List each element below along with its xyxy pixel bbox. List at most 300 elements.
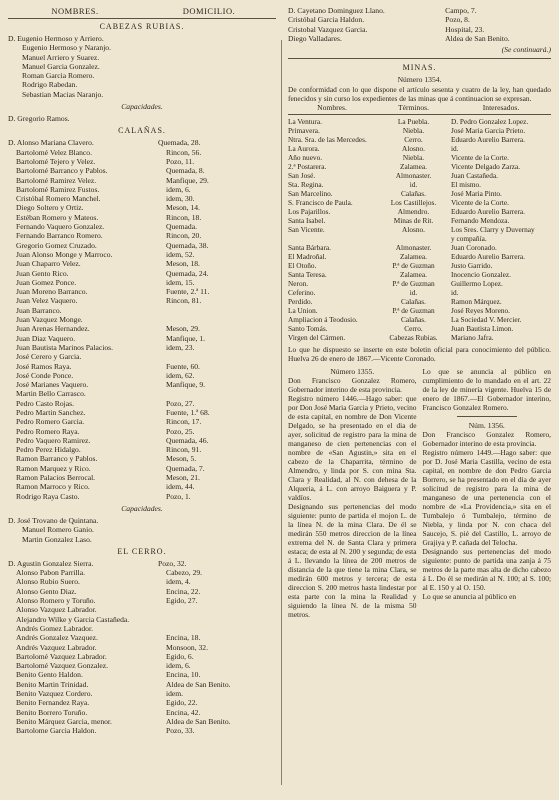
resident-address: Rincon, 17. bbox=[166, 417, 202, 427]
resident-address: idem, 6. bbox=[166, 184, 191, 194]
calanas-list bbox=[8, 138, 276, 501]
resident-address: Encina, 10. bbox=[166, 670, 201, 680]
list-row bbox=[8, 624, 276, 633]
mine-name: San José. bbox=[288, 170, 316, 180]
list-row bbox=[8, 389, 276, 398]
resident-address: Quemada, 38. bbox=[166, 240, 209, 250]
resident-name: Martin Bello Carrasco. bbox=[16, 389, 86, 399]
list-row bbox=[8, 408, 276, 417]
resident-address: Fuente, 2.ª 11. bbox=[166, 287, 210, 297]
resident-address: Meson, 29. bbox=[166, 324, 200, 334]
list-row bbox=[8, 689, 276, 698]
mine-term: Zalamea. bbox=[400, 269, 427, 279]
resident-address: Rincon, 18. bbox=[166, 212, 202, 222]
column-divider bbox=[281, 40, 282, 785]
notice-number: Número 1354. bbox=[397, 75, 442, 85]
resident-name: Juan Chaparro Velez. bbox=[16, 259, 81, 269]
notice-text: Registro número 1446.—Hago saber: que por Don José Maria Garcia y Prieto, vecino de esta capital, en nombre de Don Vicente Delgado, se ha presentado en el dia de ayer, solicitud de registro para la mina de manganeso de cien pertenencias con el nombre de «San Agustin,» sita en el cabezo de la Chaparrita, término de Almendro, y linda por S. con mina Sta. Clara y Realidad, al N. con dehesa de la Alqueria, á L. con arroyo Baiguera y P. valdíos. bbox=[288, 394, 417, 503]
resident-address: Aldea de San Benito. bbox=[166, 716, 231, 726]
mine-name: Ceferino. bbox=[288, 287, 316, 297]
mine-term: P.ª de Guzman bbox=[392, 305, 435, 315]
mine-term bbox=[376, 234, 451, 243]
list-row bbox=[8, 726, 276, 735]
list-row bbox=[8, 371, 276, 380]
mine-name: Santa Isabel. bbox=[288, 215, 326, 225]
divider bbox=[288, 58, 551, 59]
list-row bbox=[8, 577, 276, 586]
section-calanas: CALAÑAS. bbox=[118, 126, 166, 136]
mine-name: S. Francisco de Paula. bbox=[288, 197, 353, 207]
resident-name: Pedro Vaquero Ramirez. bbox=[16, 435, 91, 445]
resident-address bbox=[166, 352, 276, 361]
resident-name: Benito Borrero Toruño. bbox=[16, 707, 88, 717]
mine-row bbox=[288, 324, 551, 333]
list-row bbox=[8, 259, 276, 268]
list-row bbox=[8, 596, 276, 605]
list-row bbox=[8, 661, 276, 670]
mine-row bbox=[288, 207, 551, 216]
mine-name: San Vicente. bbox=[288, 224, 325, 234]
resident-name: Rodrigo Raya Casto. bbox=[16, 491, 80, 501]
list-row bbox=[8, 399, 276, 408]
resident-name: Benito Vazquez Cordero. bbox=[16, 689, 93, 698]
list-item: Cristobal Vazquez Garcia. bbox=[288, 24, 368, 34]
resident-address: Meson, 5. bbox=[166, 454, 197, 464]
mine-name: Perdido. bbox=[288, 296, 313, 306]
resident-address: idem, 6. bbox=[166, 661, 191, 671]
mine-interested: Inocencio Gonzalez. bbox=[451, 269, 511, 279]
mine-name: Santa Bárbara. bbox=[288, 242, 331, 252]
mine-row bbox=[288, 216, 551, 225]
resident-name: Juan Bautista Marinos Palacios. bbox=[16, 342, 114, 352]
group-list bbox=[8, 43, 276, 99]
mine-row bbox=[288, 279, 551, 288]
resident-address bbox=[166, 315, 276, 324]
mine-term: Minas de Rit. bbox=[393, 215, 434, 225]
list-row bbox=[8, 203, 276, 212]
mine-row bbox=[288, 270, 551, 279]
mine-interested: Guillermo Lopez. bbox=[451, 278, 503, 288]
mine-interested: Mariano Jafra. bbox=[451, 332, 494, 342]
mine-term: Cabezas Rubias. bbox=[389, 332, 438, 342]
resident-address: Egido, 22. bbox=[166, 698, 198, 708]
owner-line: D. Gregorio Ramos. bbox=[8, 114, 70, 124]
mine-term: Niebla. bbox=[402, 125, 425, 135]
mine-row bbox=[288, 225, 551, 234]
notice-number: Número 1355. bbox=[330, 366, 375, 376]
resident-name: Bartolomé Vazquez Gonzalez. bbox=[16, 661, 108, 671]
resident-address: Encina, 18. bbox=[166, 633, 201, 643]
mine-name: Primavera. bbox=[288, 125, 320, 135]
resident-name: Benito Fernandez Raya. bbox=[16, 698, 90, 708]
resident-address: idem, 4. bbox=[166, 577, 191, 587]
list-row bbox=[8, 185, 276, 194]
mine-row bbox=[288, 162, 551, 171]
list-row bbox=[8, 166, 276, 175]
resident-address: Quemada, 7. bbox=[166, 463, 205, 473]
mine-interested: Juan Castañeda. bbox=[451, 170, 499, 180]
mine-name: Santa Teresa. bbox=[288, 269, 327, 279]
resident-address bbox=[166, 605, 276, 614]
resident-name: Juan Diaz Vaquero. bbox=[16, 333, 76, 343]
mine-name: La Ventura. bbox=[288, 116, 322, 126]
list-item: Manuel Arriero y Suarez. bbox=[22, 52, 100, 62]
mine-interested: Vicente Delgado Zarza. bbox=[451, 161, 521, 171]
notice-text: Registro número 1449.—Hago saber: que por D. José Maria Castilla, vecino de esta capital, en nombre de don Pedro Garcia Borrero, se ha presentado en el dia de ayer solicitud de registro para la mina de manganeso de una pertenencia con el nombre de «La Providencia,» sita en el Tumbalejo ó Tumbalejo, término de Niebla, y linda por N. con chaca del Saucejo, S. pié del Castillo, L. arroyo de Grajiya y P. cañada del Telocha. bbox=[422, 448, 551, 548]
resident-name: Cristóbal Romero Manchel. bbox=[16, 194, 101, 204]
resident-address: Egido, 6. bbox=[166, 651, 194, 661]
list-row bbox=[8, 605, 276, 614]
resident-address: idem. bbox=[166, 689, 184, 698]
list-item: Manuel Garcia Gonzalez. bbox=[22, 61, 100, 71]
resident-name: Juan Gomez Ponce. bbox=[16, 277, 77, 287]
list-row bbox=[8, 194, 276, 203]
resident-name: Pedro Romero Garcia. bbox=[16, 417, 85, 427]
resident-name: José Marianes Vaquero. bbox=[16, 380, 89, 390]
resident-name: Bartolomé Tejero y Velez. bbox=[16, 156, 96, 166]
mine-interested: id. bbox=[451, 287, 459, 297]
resident-name: Fernando Barranco Romero. bbox=[16, 231, 103, 241]
notice-intro: De conformidad con lo que dispone el artículo sesenta y cuatro de la ley, han quedado fenecidos y sin curso los expedientes de las minas que á continuacion se expresan. bbox=[288, 84, 551, 103]
list-row bbox=[8, 680, 276, 689]
left-column bbox=[8, 6, 276, 735]
list-row bbox=[8, 343, 276, 352]
resident-address: idem, 15. bbox=[166, 277, 195, 287]
notice-text: Lo que se anuncia al público en bbox=[422, 592, 517, 602]
resident-name: Andrés Vazquez Labrador. bbox=[16, 642, 97, 652]
notice-text: Don Francisco Gonzalez Romero, Gobernador interino de esta provincia. bbox=[422, 430, 551, 449]
mine-interested: Justo Garrido. bbox=[451, 260, 493, 270]
mines-table bbox=[288, 117, 551, 342]
mine-term: P.ª de Guzman bbox=[392, 260, 435, 270]
list-row bbox=[8, 157, 276, 166]
list-row bbox=[8, 176, 276, 185]
list-row bbox=[8, 436, 276, 445]
list-row bbox=[8, 698, 276, 707]
mine-term: Los Castillejos. bbox=[390, 197, 437, 207]
resident-name: José Ramos Raya. bbox=[16, 361, 72, 371]
mine-name: Los Pajarillos. bbox=[288, 206, 331, 216]
notice-text: Lo que se anuncia al público en cumplimiento de lo mandado en el art. 22 de la ley de minería vigente. Huelva 15 de enero de 1867.—El Gobernador interino, Francisco Gonzalez Romero. bbox=[422, 366, 551, 412]
list-item: Pozo, 8. bbox=[445, 15, 470, 25]
notice-text: Designando sus pertenencias del modo siguiente: punto de partida una zanja á 75 metros de la parte mas alta de dicho cabezo á L. Do él se medirán al N. 100; al S. 100; al E. 150 y al O. 150. bbox=[422, 547, 551, 593]
mine-name: Sta. Regina. bbox=[288, 179, 324, 189]
resident-name: Pedro Perez Hidalgo. bbox=[16, 445, 81, 455]
mines-table-header bbox=[288, 103, 551, 115]
mine-term: Cerro. bbox=[404, 134, 423, 144]
mine-row bbox=[288, 180, 551, 189]
mine-term: Calañas. bbox=[401, 296, 426, 306]
resident-name: Juan Alonso Monge y Marroco. bbox=[16, 249, 113, 259]
resident-address: Manfique, 9. bbox=[166, 380, 206, 390]
list-row bbox=[8, 148, 276, 157]
notice-number: Núm. 1356. bbox=[468, 420, 505, 430]
list-item: Campo, 7. bbox=[445, 6, 477, 15]
mine-row bbox=[288, 315, 551, 324]
notices-two-col bbox=[288, 367, 551, 619]
mine-interested: D. Pedro Gonzalez Lopez. bbox=[451, 116, 529, 126]
list-row bbox=[8, 464, 276, 473]
resident-name: Bartolome Garcia Haldon. bbox=[16, 726, 97, 736]
mine-term: P.ª de Guzman bbox=[392, 278, 435, 288]
mine-row bbox=[288, 333, 551, 342]
resident-address: Meson, 21. bbox=[166, 473, 200, 483]
resident-name: Andrés Gomez Labrador. bbox=[16, 623, 93, 633]
list-row bbox=[8, 241, 276, 250]
list-row bbox=[8, 670, 276, 679]
resident-name: Alonso Gento Diaz. bbox=[16, 586, 77, 596]
mine-interested: Fernando Mendoza. bbox=[451, 215, 510, 225]
list-row bbox=[8, 482, 276, 491]
resident-name: Ramon Palacios Berrocal. bbox=[16, 473, 96, 483]
resident-name: Pedro Casto Rojas. bbox=[16, 398, 75, 408]
list-row bbox=[8, 652, 276, 661]
list-item: Roman Garcia Romero. bbox=[22, 71, 95, 81]
mine-term: Calañas. bbox=[401, 188, 426, 198]
mine-row bbox=[288, 126, 551, 135]
col-terminos: Términos. bbox=[397, 102, 429, 112]
mine-term: id. bbox=[409, 287, 418, 297]
mine-term: Zalamea. bbox=[400, 251, 427, 261]
mine-interested: El mismo. bbox=[451, 179, 481, 189]
capacidades-label: Capacidades. bbox=[121, 503, 163, 513]
cerro-list bbox=[8, 559, 276, 736]
continuara-note: (Se continuará.) bbox=[501, 45, 551, 55]
mine-term: Almonaster. bbox=[395, 170, 432, 180]
mine-interested: Eduardo Aurelio Barrera. bbox=[451, 134, 525, 144]
mine-interested: José Reyes Moreno. bbox=[451, 305, 510, 315]
mine-term: id. bbox=[409, 179, 418, 189]
resident-address: Meson, 14. bbox=[166, 203, 200, 213]
capacidades-label: Capacidades. bbox=[121, 102, 163, 112]
list-item: Sebastian Macias Naranjo. bbox=[22, 89, 104, 99]
mine-row bbox=[288, 117, 551, 126]
mine-interested: Eduardo Aurelio Barrera. bbox=[451, 251, 525, 261]
resident-name: Alonso Rubio Suero. bbox=[16, 577, 80, 587]
resident-name: Alonso Vazquez Labrador. bbox=[16, 605, 97, 615]
resident-address: Quemada, 28. bbox=[158, 138, 201, 148]
resident-address bbox=[166, 306, 276, 315]
resident-name: Benito Martin Trinidad. bbox=[16, 679, 89, 689]
list-row bbox=[8, 269, 276, 278]
list-row bbox=[8, 287, 276, 296]
mine-name: San Marcelino. bbox=[288, 188, 333, 198]
mine-interested: Ramon Márquez. bbox=[451, 296, 502, 306]
col-nombres: Nombres. bbox=[317, 102, 347, 112]
mine-name: Ampliacion á Teodosio. bbox=[288, 314, 358, 324]
resident-name: Estéban Romero y Mateos. bbox=[16, 212, 99, 222]
mine-interested: y compañía. bbox=[451, 233, 487, 243]
mine-name: La Aurora. bbox=[288, 143, 320, 153]
list-item: Rodrigo Rabedan. bbox=[22, 80, 78, 90]
owner-line: D. José Trovano de Quintana. bbox=[8, 515, 99, 525]
resident-address: idem, 62. bbox=[166, 370, 195, 380]
divider bbox=[457, 416, 517, 417]
resident-address: idem, 52. bbox=[166, 249, 195, 259]
mine-term: Almonaster. bbox=[395, 242, 432, 252]
owner-line: D. Eugenio Hermoso y Arriero. bbox=[8, 34, 104, 43]
list-row bbox=[8, 362, 276, 371]
list-row bbox=[8, 315, 276, 324]
resident-name: Andrés Gonzalez Vazquez. bbox=[16, 633, 98, 643]
list-row bbox=[8, 717, 276, 726]
mine-interested: Vicente de la Corte. bbox=[451, 152, 509, 162]
resident-name: Alonso Pabon Parrilla. bbox=[16, 568, 85, 578]
resident-name: Benito Gento Haldon. bbox=[16, 670, 83, 680]
resident-name: Juan Vazquez Monge. bbox=[16, 315, 83, 325]
resident-address: Aldea de San Benito. bbox=[166, 679, 231, 689]
list-item: Manuel Romero Ganio. bbox=[22, 525, 94, 535]
list-row bbox=[8, 296, 276, 305]
header-names: NOMBRES. bbox=[51, 6, 99, 16]
mine-interested: José Maria Pinto. bbox=[451, 188, 502, 198]
minas-title: MINAS. bbox=[402, 63, 437, 73]
mine-name: Ntra. Sra. de las Mercedes. bbox=[288, 134, 367, 144]
mine-row bbox=[288, 261, 551, 270]
resident-address: Monsoon, 32. bbox=[166, 642, 208, 652]
resident-address: Quemada, 8. bbox=[166, 166, 205, 176]
resident-address bbox=[166, 389, 276, 398]
mine-interested: José Maria Garcia Prieto. bbox=[451, 125, 526, 135]
resident-address: Pozo, 1. bbox=[166, 491, 191, 501]
mine-term: Niebla. bbox=[402, 152, 425, 162]
mine-row bbox=[288, 243, 551, 252]
mine-name: Virgen del Cármen. bbox=[288, 332, 346, 342]
resident-name: Bartolomé Ramirez Velez. bbox=[16, 175, 97, 185]
mine-name: La Union. bbox=[288, 305, 318, 315]
resident-address: Manfique, 29. bbox=[166, 175, 209, 185]
resident-address: Encina, 22. bbox=[166, 586, 201, 596]
list-item: Cristóbal Garcia Haldon. bbox=[288, 15, 365, 25]
mine-interested: Vicente de la Corte. bbox=[451, 197, 509, 207]
resident-name: José Cerero y Garcia. bbox=[16, 352, 82, 362]
resident-address: Pozo, 25. bbox=[166, 426, 195, 436]
resident-name: Diego Soltero y Ortiz. bbox=[16, 203, 84, 213]
list-row bbox=[8, 492, 276, 501]
mine-name: 2.ª Postarera. bbox=[288, 161, 327, 171]
right-column bbox=[288, 6, 551, 619]
mine-row bbox=[288, 171, 551, 180]
notice-text: Designando sus pertenencias del modo siguiente: punto de partida el mojon L. de la línea N. de la mina Clara. De él se medirán 550 metros direccion de la línea extrema del N. de Santa Clara y primera estaca; de esta al N. 200 y segunda; de esta á L. llevando la línea de 200 metros de distancia de la que tiene la mina Clara, se medirán 600 metros y tercera; de esta direccion S. 200 metros hasta lindestar por esta parte con la mina la Realidad y siguiendo la línea N. de la misma 50 metros. bbox=[288, 502, 417, 620]
mine-name: Neron. bbox=[288, 278, 309, 288]
section-cabezas-rubias: CABEZAS RUBIAS. bbox=[99, 22, 185, 31]
list-row bbox=[8, 380, 276, 389]
mine-row bbox=[288, 153, 551, 162]
continued-names bbox=[288, 6, 439, 43]
mine-row bbox=[288, 135, 551, 144]
resident-address: idem, 44. bbox=[166, 482, 195, 492]
mine-term: Almendro. bbox=[397, 206, 430, 216]
resident-address bbox=[166, 624, 276, 633]
list-row bbox=[8, 568, 276, 577]
list-row bbox=[8, 559, 276, 568]
resident-name: Benito Márquez Garcia, menor. bbox=[16, 716, 112, 726]
resident-name: Alonso Romero y Toruño. bbox=[16, 596, 96, 606]
mine-interested: Juan Coronado. bbox=[451, 242, 497, 252]
mine-row bbox=[288, 234, 551, 243]
resident-name: Pedro Martin Sanchez. bbox=[16, 407, 86, 417]
resident-address: idem, 23. bbox=[166, 342, 195, 352]
list-item: Martin Gonzalez Laso. bbox=[22, 534, 92, 544]
list-row bbox=[8, 138, 276, 147]
mine-row bbox=[288, 189, 551, 198]
mine-row bbox=[288, 252, 551, 261]
mine-term: Zalamea. bbox=[400, 161, 427, 171]
resident-address: Pozo, 32. bbox=[158, 558, 187, 568]
mine-term: Alosno. bbox=[402, 224, 425, 234]
left-header bbox=[8, 6, 276, 19]
resident-address: Rincon, 81. bbox=[166, 296, 202, 306]
list-row bbox=[8, 324, 276, 333]
list-row bbox=[8, 213, 276, 222]
resident-name: Gregorio Gomez Cruzado. bbox=[16, 240, 97, 250]
list-row bbox=[8, 222, 276, 231]
resident-address: Pozo, 33. bbox=[166, 726, 195, 736]
notice-text: Don Francisco Gonzalez Romero, Gobernador interino de esta provincia. bbox=[288, 376, 417, 395]
mine-name: El Otoño. bbox=[288, 260, 317, 270]
resident-address: Fuente, 1.ª 68. bbox=[166, 407, 210, 417]
resident-name: Juan Velez Vaquero. bbox=[16, 296, 78, 306]
resident-name: Pedro Romero Raya. bbox=[16, 426, 80, 436]
resident-address: idem, 30. bbox=[166, 194, 195, 204]
resident-address: Quemada. bbox=[166, 222, 197, 232]
resident-address: Quemada, 46. bbox=[166, 435, 209, 445]
list-row bbox=[8, 306, 276, 315]
mine-interested: id. bbox=[451, 143, 459, 153]
mine-row bbox=[288, 306, 551, 315]
list-row bbox=[8, 250, 276, 259]
resident-name: Bartolomé Ramirez Fustos. bbox=[16, 184, 100, 194]
resident-address: Quemada, 24. bbox=[166, 268, 209, 278]
mine-interested: Eduardo Aurelio Barrera. bbox=[451, 206, 525, 216]
resident-name: Bartolomé Barranco y Pablos. bbox=[16, 166, 108, 176]
resident-address: Rincon, 91. bbox=[166, 445, 202, 455]
resident-name: Ramon Marquez y Rico. bbox=[16, 463, 91, 473]
mine-name bbox=[288, 234, 376, 243]
mine-term: Alosno. bbox=[402, 143, 425, 153]
mine-row bbox=[288, 297, 551, 306]
list-row bbox=[8, 587, 276, 596]
list-row bbox=[8, 708, 276, 717]
resident-address: Rincon, 56. bbox=[166, 147, 202, 157]
mine-interested: Juan Bautista Limon. bbox=[451, 323, 514, 333]
list-item: Aldea de San Benito. bbox=[445, 33, 510, 43]
list-item: Diego Valladares. bbox=[288, 33, 342, 43]
resident-name: Bartolomé Velez Blanco. bbox=[16, 147, 92, 157]
mine-name: Santo Tomás. bbox=[288, 323, 328, 333]
list-row bbox=[8, 417, 276, 426]
resident-name: D. Agustin Gonzalez Sierra. bbox=[8, 558, 94, 568]
mine-name: Año nuevo. bbox=[288, 152, 323, 162]
mine-term: La Puebla. bbox=[397, 116, 430, 126]
continued-addresses bbox=[445, 6, 551, 43]
list-row bbox=[8, 473, 276, 482]
resident-address: Rincon, 20. bbox=[166, 231, 202, 241]
list-item: Hospital, 23. bbox=[445, 24, 485, 34]
list-row bbox=[8, 633, 276, 642]
list-row bbox=[8, 352, 276, 361]
mine-term: Cerro. bbox=[404, 323, 423, 333]
resident-name: Juan Barranco. bbox=[16, 305, 62, 315]
resident-name: Juan Arenas Hernandez. bbox=[16, 324, 90, 334]
resident-name: José Conde Ponce. bbox=[16, 370, 74, 380]
resident-address: Pozo, 11. bbox=[166, 156, 195, 166]
mine-term: Calañas. bbox=[401, 314, 426, 324]
notice-closing: Lo que he dispuesto se inserte en este boletin oficial para conocimiento del público. Huelva 26 de enero de 1867.—Vicente Coronado. bbox=[288, 344, 551, 363]
continued-list bbox=[288, 6, 551, 43]
resident-name: Juan Gento Rico. bbox=[16, 268, 69, 278]
list-row bbox=[8, 231, 276, 240]
